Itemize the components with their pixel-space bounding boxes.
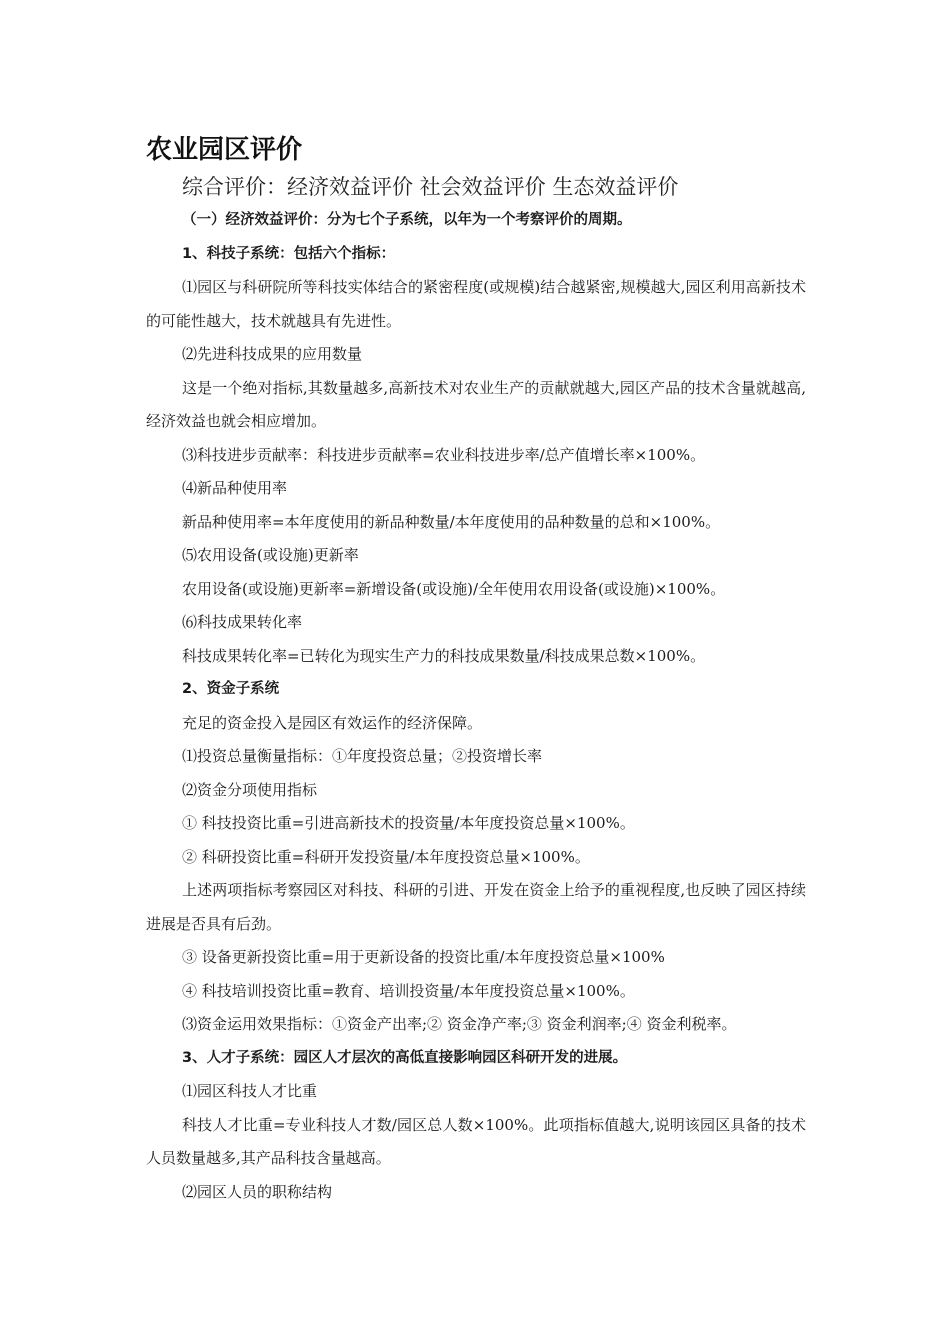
paragraph: ⑸农用设备(或设施)更新率 — [182, 546, 359, 564]
paragraph: ⑵园区人员的职称结构 — [182, 1182, 333, 1201]
paragraph: ③ 设备更新投资比重=用于更新设备的投资比重/本年度投资总量×100% — [182, 948, 665, 966]
paragraph: 农用设备(或设施)更新率=新增设备(或设施)/全年使用农用设备(或设施)×100%。 — [182, 579, 726, 598]
paragraph: ② 科研投资比重=科研开发投资量/本年度投资总量×100%。 — [182, 847, 590, 866]
paragraph: ⑹科技成果转化率 — [182, 613, 303, 631]
paragraph: 新品种使用率=本年度使用的新品种数量/本年度使用的品种数量的总和×100%。 — [182, 512, 721, 531]
section-heading: 2、资金子系统 — [182, 681, 280, 697]
paragraph: ⑶科技进步贡献率：科技进步贡献率=农业科技进步率/总产值增长率×100%。 — [182, 445, 706, 464]
section-heading: 1、科技子系统：包括六个指标： — [182, 245, 396, 262]
paragraph: ⑶资金运用效果指标：①资金产出率;② 资金净产率;③ 资金利润率;④ 资金利税率。 — [182, 1015, 737, 1033]
section-heading: （一）经济效益评价：分为七个子系统，以年为一个考察评价的周期。 — [182, 212, 632, 228]
paragraph: ⑴投资总量衡量指标：①年度投资总量；②投资增长率 — [182, 747, 543, 765]
paragraph: 科技成果转化率=已转化为现实生产力的科技成果数量/科技成果总数×100%。 — [182, 646, 706, 665]
paragraph: ⑴园区与科研院所等科技实体结合的紧密程度(或规模)结合越紧密,规模越大,园区利用高新技术的可能性越大，技术就越具有先进性。 — [146, 278, 806, 330]
paragraph: ① 科技投资比重=引进高新技术的投资量/本年度投资总量×100%。 — [182, 814, 635, 832]
section-heading: 3、人才子系统：园区人才层次的高低直接影响园区科研开发的进展。 — [182, 1049, 628, 1066]
page-subtitle: 综合评价：经济效益评价 社会效益评价 生态效益评价 — [182, 175, 679, 199]
paragraph: 充足的资金投入是园区有效运作的经济保障。 — [182, 713, 483, 732]
paragraph: ⑵资金分项使用指标 — [182, 780, 318, 799]
paragraph: ④ 科技培训投资比重=教育、培训投资量/本年度投资总量×100%。 — [182, 981, 635, 1000]
document-body — [146, 204, 806, 1209]
paragraph: 这是一个绝对指标,其数量越多,高新技术对农业生产的贡献就越大,园区产品的技术含量就越高,经济效益也就会相应增加。 — [146, 378, 806, 430]
paragraph: 上述两项指标考察园区对科技、科研的引进、开发在资金上给予的重视程度,也反映了园区持续进展是否具有后劲。 — [146, 881, 806, 933]
paragraph: 科技人才比重=专业科技人才数/园区总人数×100%。此项指标值越大,说明该园区具备的技术人员数量越多,其产品科技含量越高。 — [146, 1115, 806, 1167]
paragraph: ⑴园区科技人才比重 — [182, 1082, 318, 1100]
paragraph: ⑷新品种使用率 — [182, 479, 288, 497]
paragraph: ⑵先进科技成果的应用数量 — [182, 345, 363, 363]
page-title: 农业园区评价 — [146, 135, 303, 165]
